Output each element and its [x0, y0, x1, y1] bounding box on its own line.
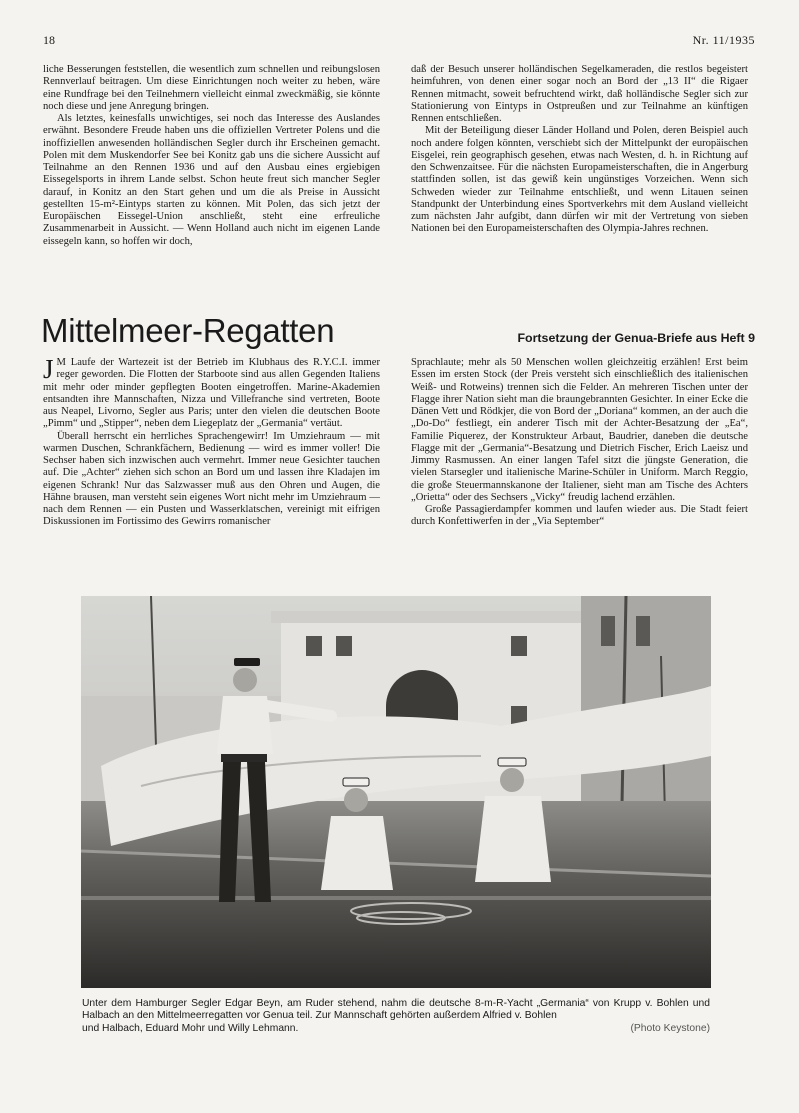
article-title: Mittelmeer-Regatten [41, 312, 335, 349]
caption-text: und Halbach, Eduard Mohr und Willy Lehmann. [82, 1022, 299, 1034]
issue-number: Nr. 11/1935 [692, 33, 755, 47]
page-number: 18 [43, 33, 55, 47]
yacht-photo [81, 596, 711, 988]
top-right-column [411, 64, 748, 236]
article-left-column [43, 354, 380, 529]
top-left-column [43, 64, 380, 248]
paragraph: Sprachlaute; mehr als 50 Menschen wollen gleichzeitig erzählen! Erst beim Essen im ersten Stock (der Preis versteht sich einschließlich des italienischen Weiß- und Rotweins) trennen sich die Felder. An mehreren Tischen unter der Flagge ihrer Nation sieht man die braungebrannten Gesichter. In einer Ecke die Dänen Vett und Rödkjer, die von Bord der „Doriana“ kommen, an der auch die „Do-Do“ festliegt, ein anderer Tisch mit der Achter-Besatzung der „Ea“, Familie Piquerez, der Konstrukteur Arbaut, Baudrier, daneben die deutsche Flagge mit der „Germania“-Besatzung und Dietrich Fischer, Erich Laeisz und Jimmy Rasmussen. An einer langen Tafel sitzt die jüngste Generation, die vielen Starsegler und italienische Marine-Schüler in Uniform. March Reggio, die große Steuermannskanone der Italiener, sieht man am Tische des Achters „Orietta“ oder des Sechsers „Vicky“ freudig lachend erzählen. [411, 357, 748, 503]
caption-text: Unter dem Hamburger Segler Edgar Beyn, am Ruder stehend, nahm die deutsche 8-m-R-Yacht „Germania“ von Krupp v. Bohlen und Halbach an den Mittelmeerregatten vor Genua teil. Zur Mannschaft gehörten außerdem Alfried v. Bohlen [82, 998, 710, 1022]
paragraph: Überall herrscht ein herrliches Sprachengewirr! Im Umziehraum — mit warmen Duschen, Schrankfächern, Bedienung — wird es immer voller! Die Sechser haben sich inzwischen auch vermehrt. Immer neue Gesichter tauchen auf. Die „Achter“ ziehen sich schon an Bord um und lassen ihre Kladajen im eigenen Schrank! Nur das Salzwasser muß aus den Ohren und Augen, die Hähne brausen, man versteht sein eigenes Wort nicht mehr im Umziehraum — nach dem Rennen — ein Pusten und Wasserklatschen, vereinigt mit eifrigen Diskussionen im Fortissimo des Gewirrs romanischer [43, 430, 380, 528]
article-subtitle: Fortsetzung der Genua-Briefe aus Heft 9 [517, 331, 755, 345]
paragraph [43, 354, 380, 431]
photo-caption [82, 998, 710, 1035]
photo-credit: (Photo Keystone) [630, 1022, 710, 1034]
caption-last-line [82, 1023, 710, 1035]
paragraph-text: M Laufe der Wartezeit ist der Betrieb im Klubhaus des R.Y.C.I. immer reger geworden. Die Flotten der Starboote sind aus allen Gegenden Italiens mit mehr oder minder gepflegten Booten eingetroffen. Marine-Akademien entsandten ihre Mannschaften, Nizza und Villefranche sind vertreten, Boote aus Neapel, Livorno, Segler aus Paris; unter den vielen die deutschen Boote „Pimm“ und „Stipper“, neben dem Liegeplatz der „Germania“ vertäut. [43, 357, 380, 430]
drop-cap: J [43, 354, 54, 384]
paragraph: Als letztes, keinesfalls unwichtiges, sei noch das Interesse des Auslandes erwähnt. Besondere Freude haben uns die offiziellen Vertreter Polens und die inoffiziellen anwesenden holländischen Segler durch ihr Erscheinen gemacht. Polen mit dem Muskendorfer See bei Konitz gab uns die sichere Aussicht auf Teilnahme an den Rennen 1936 und auf den Ausbau eines ergiebigen Eissegelsports in ihrem Lande selbst. Schon heute freut sich mancher Segler darauf, in Konitz an den Start gehen und um die als Preise in Aussicht gestellten 15-m²-Eintyps starten zu können. Mit Polen, das sich jetzt der Europäischen Eissegel-Union anschließt, steht eine erfreuliche Zusammenarbeit in Aussicht. — Wenn Holland auch nicht im eigenen Lande eissegeln kann, so hoffen wir doch, [43, 113, 380, 247]
paragraph: Mit der Beteiligung dieser Länder Holland und Polen, deren Beispiel auch noch andere folgen könnten, verschiebt sich der Mittelpunkt der europäischen Eisgelei, rein geographisch gesehen, etwas nach Westen, d. h. in Richtung auf den Schwenzaitsee. Für die nächsten Europameisterschaften, die in Angerburg stattfinden sollen, ist das gewiß kein ungünstiges Vorzeichen. Wenn sich Schweden wieder zur Teilnahme entschließt, und wenn Litauen seinen Standpunkt der Unterbindung eines Sportverkehrs mit dem Ausland vielleicht zum nächsten Jahr aufgibt, dann dürfen wir mit der Vertretung von sieben Nationen bei den Europameisterschaften des Olympia-Jahres rechnen. [411, 125, 748, 235]
article-right-column [411, 357, 748, 529]
paragraph: Große Passagierdampfer kommen und laufen wieder aus. Die Stadt feiert durch Konfettiwerfen in der „Via September“ [411, 504, 748, 528]
paragraph: liche Besserungen feststellen, die wesentlich zum schnellen und reibungslosen Rennverlauf beitragen. Um diese Einrichtungen noch weiter zu heben, wäre eine Rundfrage bei den Teilnehmern vielleicht einmal zweckmäßig, sie könnte noch diese und jene Anregung bringen. [43, 64, 380, 112]
paragraph: daß der Besuch unserer holländischen Segelkameraden, die restlos begeistert heimfuhren, von denen einer sogar noch an Bord der „13 II“ die Rigaer Rennen mitmacht, soweit befruchtend wirkt, daß holländische Segler sich zur Stationierung von Eintyps in Ostpreußen und zur Teilnahme an künftigen Rennen entschließen. [411, 64, 748, 124]
